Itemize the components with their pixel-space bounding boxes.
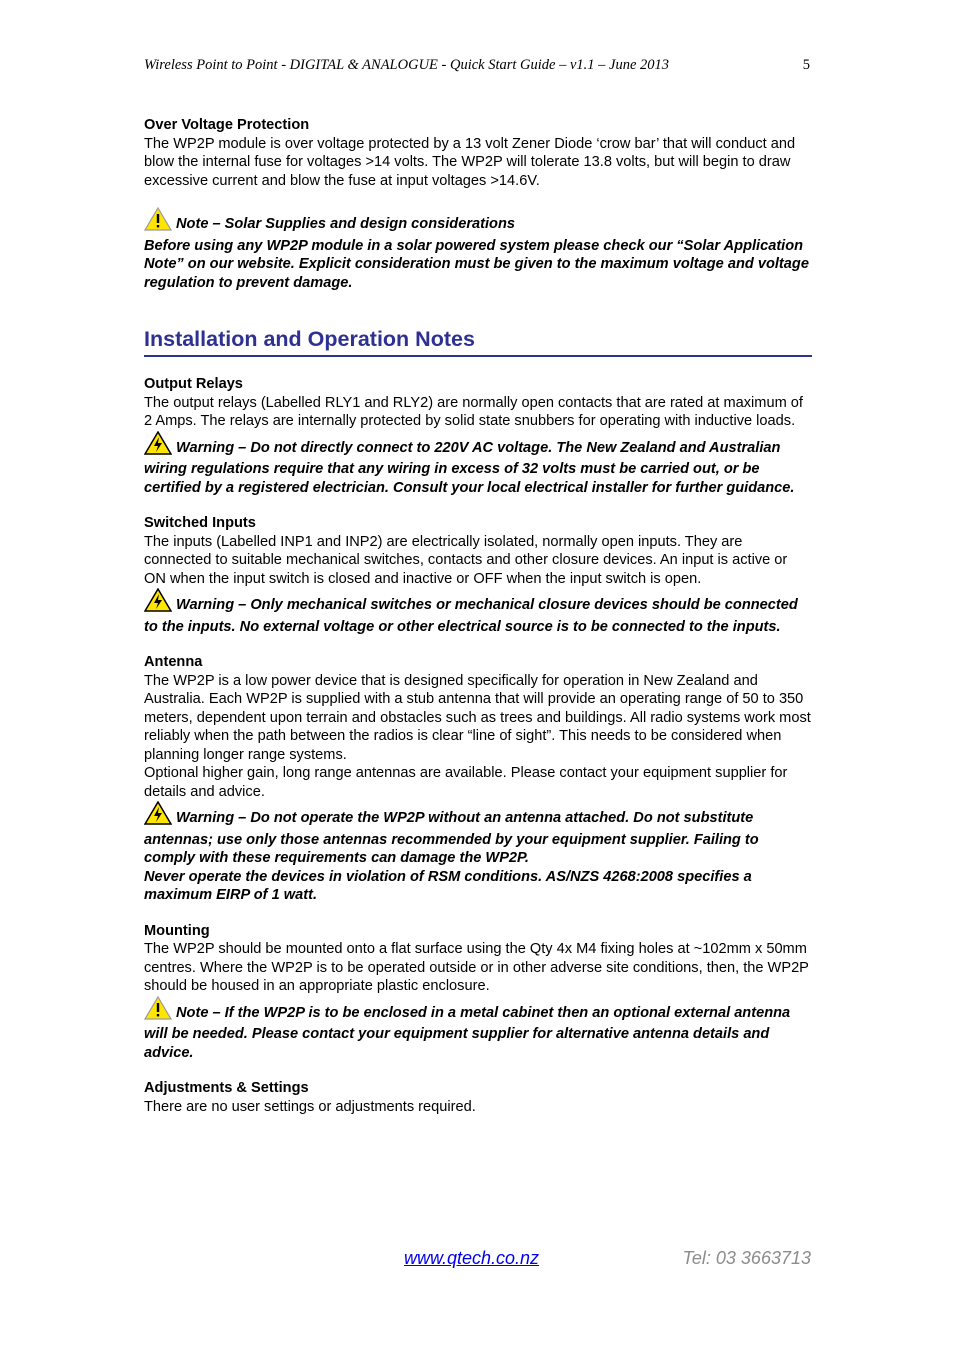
antenna-warning-text: Warning – Do not operate the WP2P without an antenna attached. Do not substitute antennas; use only those antennas recommended by your equipment supplier. Failing to comply with these requirements can damage the WP2P. [144, 810, 759, 866]
solar-note-body: Before using any WP2P module in a solar powered system please check our “Solar Application Note” on our website. Explicit consideration must be given to the maximum voltage and voltage regulation to prevent damage. [144, 237, 809, 291]
mounting-note-text: Note – If the WP2P is to be enclosed in a metal cabinet then an optional external antenna will be needed. Please contact your equipment supplier for alternative antenna details and advice. [144, 1004, 791, 1061]
antenna-warning [144, 801, 812, 868]
mounting-title: Mounting [144, 922, 210, 939]
page-content [144, 116, 812, 1116]
switched-inputs-title: Switched Inputs [144, 515, 256, 531]
high-voltage-warning-icon [144, 431, 172, 461]
switched-inputs-body: The inputs (Labelled INP1 and INP2) are electrically isolated, normally open inputs. They are connected to suitable mechanical switches, contacts and other closure devices. An input is active or ON when the input switch is closed and inactive or OFF when the input switch is open. [144, 533, 788, 587]
mounting-note [144, 996, 812, 1063]
solar-note [144, 207, 812, 292]
antenna-body: The WP2P is a low power device that is designed specifically for operation in New Zealand and Australia. Each WP2P is supplied with a stub antenna that will provide an operating range of 50 to 350 meters, dependent upon terrain and obstacles such as trees and buildings. All radio systems work most reliably when the path between the radios is clear “line of sight”. This needs to be considered when planning longer range systems. [144, 672, 811, 763]
high-voltage-warning-icon [144, 588, 172, 618]
note-icon [144, 996, 172, 1026]
page-header [144, 57, 810, 77]
switched-inputs-warning-text: Warning – Only mechanical switches or mechanical closure devices should be connected to the inputs. No external voltage or other electrical source is to be connected to the inputs. [144, 597, 798, 635]
output-relays-warning [144, 431, 812, 498]
section-heading: Installation and Operation Notes [144, 326, 812, 357]
high-voltage-warning-icon [144, 801, 172, 831]
antenna-warning-2: Never operate the devices in violation of RSM conditions. AS/NZS 4268:2008 specifies a maximum EIRP of 1 watt. [144, 868, 752, 903]
over-voltage-title: Over Voltage Protection [144, 117, 310, 133]
antenna-title: Antenna [144, 654, 203, 670]
adjustments-body: There are no user settings or adjustments required. [144, 1098, 476, 1115]
document-title: Wireless Point to Point - DIGITAL & ANALOGUE - Quick Start Guide – v1.1 – June 2013 [144, 57, 670, 73]
over-voltage-body: The WP2P module is over voltage protected by a 13 volt Zener Diode ‘crow bar’ that will conduct and blow the internal fuse for voltages >14 volts. The WP2P will tolerate 13.8 volts, but will begin to draw excessive current and blow the fuse at input voltages >14.6V. [144, 135, 796, 189]
telephone-number: Tel: 03 3663713 [682, 1248, 811, 1268]
output-relays-body: The output relays (Labelled RLY1 and RLY2) are normally open contacts that are rated at maximum of 2 Amps. The relays are internally protected by solid state snubbers for operating with inductive loads. [144, 394, 803, 429]
solar-note-heading: Note – Solar Supplies and design considerations [176, 216, 515, 232]
adjustments-section [144, 1079, 812, 1116]
website-link[interactable]: www.qtech.co.nz [404, 1248, 540, 1268]
page-number: 5 [802, 57, 810, 73]
switched-inputs-warning [144, 588, 812, 636]
output-relays-section [144, 375, 812, 497]
antenna-body-2: Optional higher gain, long range antennas are available. Please contact your equipment supplier for details and advice. [144, 765, 788, 800]
output-relays-warning-text: Warning – Do not directly connect to 220V AC voltage. The New Zealand and Australian wiring regulations require that any wiring in excess of 32 volts must be carried out, or be certified by a registered electrician. Consult your local electrical installer for further guidance. [144, 439, 795, 496]
note-icon [144, 207, 172, 237]
mounting-body: The WP2P should be mounted onto a flat surface using the Qty 4x M4 fixing holes at ~102mm x 50mm centres. Where the WP2P is to be operated outside or in other adverse site conditions, then, the WP2P should be housed in an appropriate plastic enclosure. [144, 941, 809, 994]
mounting-section [144, 922, 812, 1063]
antenna-section [144, 653, 812, 905]
switched-inputs-section [144, 514, 812, 636]
output-relays-title: Output Relays [144, 376, 243, 392]
adjustments-title: Adjustments & Settings [144, 1080, 309, 1096]
